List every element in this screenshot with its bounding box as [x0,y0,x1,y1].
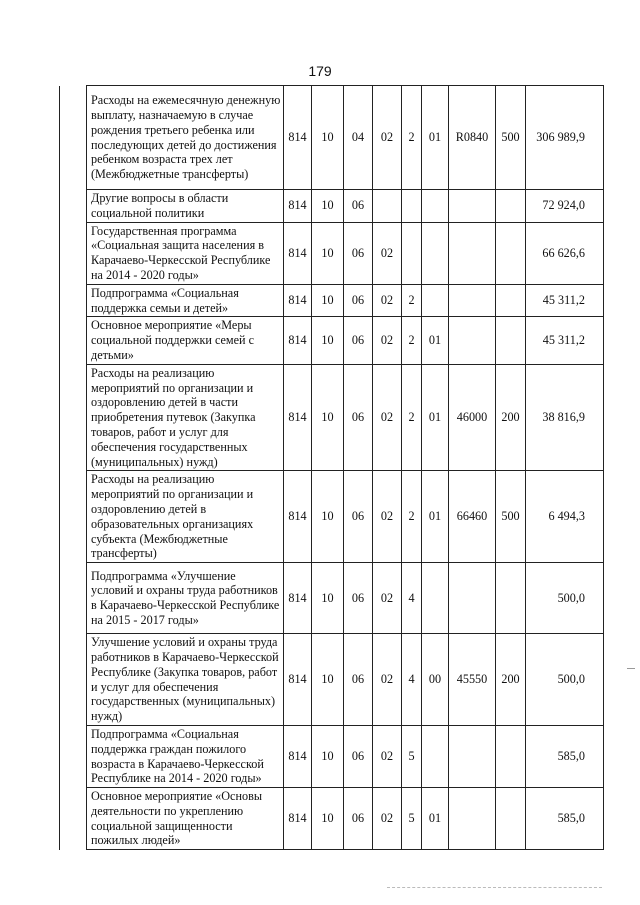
subprogram-code-cell: 5 [402,725,422,787]
margin-cell [60,86,87,190]
subsection-cell: 04 [344,86,373,190]
program-code-cell: 02 [373,364,402,471]
margin-cell [60,634,87,726]
direction-code-cell [449,788,496,850]
direction-code-cell [449,725,496,787]
amount-cell: 585,0 [526,788,604,850]
amount-cell: 45 311,2 [526,284,604,317]
subprogram-code-cell: 2 [402,317,422,364]
program-code-cell: 02 [373,725,402,787]
section-cell: 10 [312,634,344,726]
amount-cell: 306 989,9 [526,86,604,190]
subsection-cell: 06 [344,725,373,787]
expense-type-cell [496,222,526,284]
admin-code-cell: 814 [284,364,312,471]
budget-table [59,85,604,850]
event-code-cell: 01 [422,471,449,563]
margin-cell [60,471,87,563]
program-code-cell: 02 [373,317,402,364]
admin-code-cell: 814 [284,317,312,364]
section-cell: 10 [312,563,344,634]
row-description: Расходы на ежемесячную денежную выплату, назначаемую в случае рождения третьего ребенка или последующих детей до достижения ребенком возраста трех лет (Межбюджетные трансферты) [87,86,284,190]
expense-type-cell [496,317,526,364]
expense-type-cell: 200 [496,364,526,471]
subprogram-code-cell: 4 [402,563,422,634]
direction-code-cell [449,222,496,284]
row-description: Подпрограмма «Социальная поддержка семьи и детей» [87,284,284,317]
expense-type-cell [496,788,526,850]
margin-mark [627,668,635,669]
expense-type-cell [496,725,526,787]
subsection-cell: 06 [344,364,373,471]
admin-code-cell: 814 [284,284,312,317]
table-row [60,725,604,787]
margin-cell [60,725,87,787]
program-code-cell [373,190,402,223]
subsection-cell: 06 [344,788,373,850]
direction-code-cell [449,190,496,223]
subsection-cell: 06 [344,222,373,284]
expense-type-cell [496,284,526,317]
amount-cell: 500,0 [526,563,604,634]
bottom-dashed-rule [387,887,602,888]
subprogram-code-cell [402,222,422,284]
event-code-cell [422,222,449,284]
page-number: 179 [308,63,332,79]
table-row [60,471,604,563]
admin-code-cell: 814 [284,563,312,634]
expense-type-cell: 200 [496,634,526,726]
amount-cell: 38 816,9 [526,364,604,471]
row-description: Основное мероприятие «Меры социальной поддержки семей с детьми» [87,317,284,364]
margin-cell [60,190,87,223]
direction-code-cell: 45550 [449,634,496,726]
direction-code-cell: R0840 [449,86,496,190]
expense-type-cell: 500 [496,471,526,563]
amount-cell: 500,0 [526,634,604,726]
table-row [60,788,604,850]
margin-cell [60,364,87,471]
subprogram-code-cell: 5 [402,788,422,850]
row-description: Улучшение условий и охраны труда работников в Карачаево-Черкесской Республике (Закупка товаров, работ и услуг для обеспечения государственных (муниципальных) нужд) [87,634,284,726]
event-code-cell: 01 [422,788,449,850]
table-row [60,284,604,317]
admin-code-cell: 814 [284,725,312,787]
amount-cell: 72 924,0 [526,190,604,223]
program-code-cell: 02 [373,788,402,850]
admin-code-cell: 814 [284,190,312,223]
amount-cell: 585,0 [526,725,604,787]
program-code-cell: 02 [373,471,402,563]
row-description: Основное мероприятие «Основы деятельности по укреплению социальной защищенности пожилых людей» [87,788,284,850]
subsection-cell: 06 [344,317,373,364]
program-code-cell: 02 [373,284,402,317]
section-cell: 10 [312,86,344,190]
table-row [60,634,604,726]
subsection-cell: 06 [344,563,373,634]
subsection-cell: 06 [344,190,373,223]
section-cell: 10 [312,222,344,284]
subprogram-code-cell: 2 [402,471,422,563]
direction-code-cell: 46000 [449,364,496,471]
subsection-cell: 06 [344,634,373,726]
event-code-cell: 01 [422,317,449,364]
expense-type-cell: 500 [496,86,526,190]
subprogram-code-cell [402,190,422,223]
program-code-cell: 02 [373,634,402,726]
margin-cell [60,284,87,317]
table-row [60,563,604,634]
section-cell: 10 [312,284,344,317]
direction-code-cell [449,317,496,364]
subprogram-code-cell: 4 [402,634,422,726]
table-row [60,222,604,284]
margin-cell [60,788,87,850]
subprogram-code-cell: 2 [402,86,422,190]
amount-cell: 45 311,2 [526,317,604,364]
margin-cell [60,317,87,364]
table-row [60,86,604,190]
row-description: Государственная программа «Социальная защита населения в Карачаево-Черкесской Республике на 2014 - 2020 годы» [87,222,284,284]
expense-type-cell [496,190,526,223]
section-cell: 10 [312,317,344,364]
admin-code-cell: 814 [284,634,312,726]
program-code-cell: 02 [373,86,402,190]
event-code-cell [422,284,449,317]
row-description: Подпрограмма «Социальная поддержка граждан пожилого возраста в Карачаево-Черкесской Республике на 2014 - 2020 годы» [87,725,284,787]
table-row [60,190,604,223]
section-cell: 10 [312,725,344,787]
section-cell: 10 [312,471,344,563]
event-code-cell [422,190,449,223]
subsection-cell: 06 [344,284,373,317]
admin-code-cell: 814 [284,788,312,850]
section-cell: 10 [312,788,344,850]
row-description: Другие вопросы в области социальной политики [87,190,284,223]
amount-cell: 66 626,6 [526,222,604,284]
event-code-cell [422,725,449,787]
program-code-cell: 02 [373,563,402,634]
row-description: Расходы на реализацию мероприятий по организации и оздоровлению детей в части приобретения путевок (Закупка товаров, работ и услуг для обеспечения государственных (муниципальных) нужд) [87,364,284,471]
admin-code-cell: 814 [284,86,312,190]
admin-code-cell: 814 [284,471,312,563]
admin-code-cell: 814 [284,222,312,284]
margin-cell [60,563,87,634]
subprogram-code-cell: 2 [402,364,422,471]
section-cell: 10 [312,364,344,471]
subsection-cell: 06 [344,471,373,563]
direction-code-cell [449,284,496,317]
row-description: Расходы на реализацию мероприятий по организации и оздоровлению детей в образовательных организациях субъекта (Межбюджетные трансферты) [87,471,284,563]
expense-type-cell [496,563,526,634]
direction-code-cell [449,563,496,634]
event-code-cell: 01 [422,86,449,190]
subprogram-code-cell: 2 [402,284,422,317]
amount-cell: 6 494,3 [526,471,604,563]
direction-code-cell: 66460 [449,471,496,563]
table-row [60,317,604,364]
table-row [60,364,604,471]
row-description: Подпрограмма «Улучшение условий и охраны труда работников в Карачаево-Черкесской Республике на 2015 - 2017 годы» [87,563,284,634]
program-code-cell: 02 [373,222,402,284]
event-code-cell [422,563,449,634]
margin-cell [60,222,87,284]
event-code-cell: 01 [422,364,449,471]
event-code-cell: 00 [422,634,449,726]
section-cell: 10 [312,190,344,223]
